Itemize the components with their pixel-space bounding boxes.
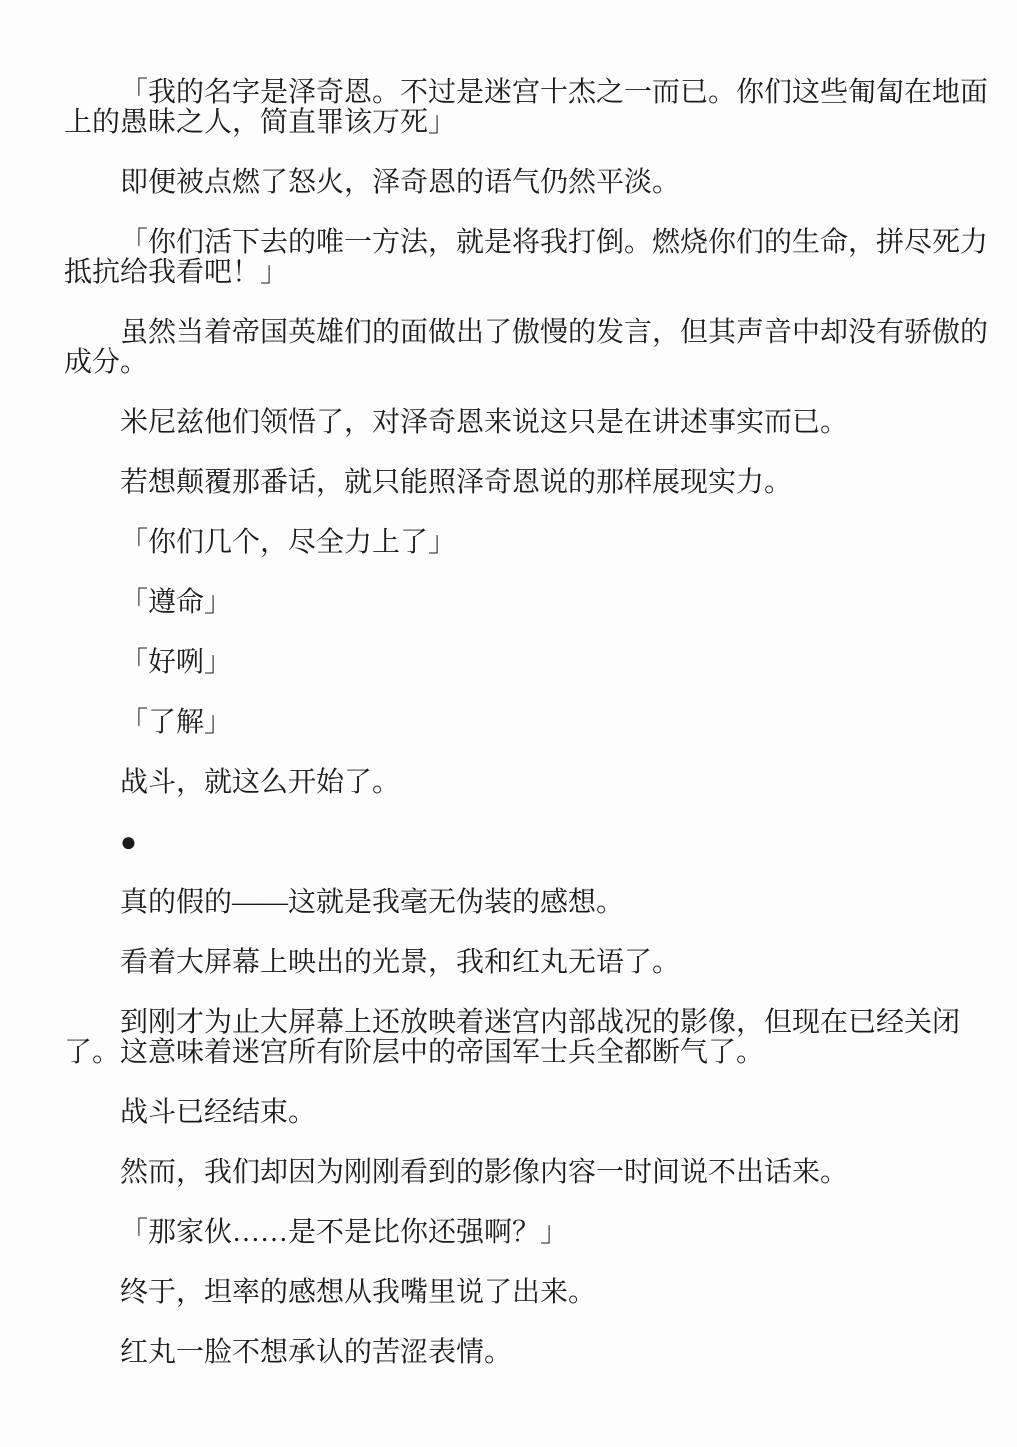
dialogue-paragraph: 「你们几个，尽全力上了」 (120, 527, 457, 558)
section-separator: ● (120, 827, 137, 858)
dialogue-paragraph: 「遵命」 (120, 587, 233, 618)
narration-paragraph: 战斗，就这么开始了。 (120, 767, 401, 798)
dialogue-paragraph: 「我的名字是泽奇恩。不过是迷宫十杰之一而已。你们这些匍匐在地面上的愚昧之人，简直罪该万死」 (64, 77, 989, 138)
narration-paragraph: 虽然当着帝国英雄们的面做出了傲慢的发言，但其声音中却没有骄傲的成分。 (64, 317, 989, 378)
dialogue-paragraph: 「那家伙……是不是比你还强啊？」 (120, 1217, 569, 1248)
narration-paragraph: 红丸一脸不想承认的苦涩表情。 (120, 1337, 513, 1368)
narration-paragraph: 终于，坦率的感想从我嘴里说了出来。 (120, 1277, 597, 1308)
narration-paragraph: 真的假的——这就是我毫无伪装的感想。 (120, 887, 625, 918)
dialogue-paragraph: 「了解」 (120, 707, 233, 738)
narration-paragraph: 看着大屏幕上映出的光景，我和红丸无语了。 (120, 947, 681, 978)
narration-paragraph: 若想颠覆那番话，就只能照泽奇恩说的那样展现实力。 (120, 467, 793, 498)
dialogue-paragraph: 「好咧」 (120, 647, 233, 678)
narration-paragraph: 即便被点燃了怒火，泽奇恩的语气仍然平淡。 (120, 167, 681, 198)
dialogue-paragraph: 「你们活下去的唯一方法，就是将我打倒。燃烧你们的生命，拼尽死力抵抗给我看吧！」 (64, 227, 989, 288)
narration-paragraph: 到刚才为止大屏幕上还放映着迷宫内部战况的影像，但现在已经关闭了。这意味着迷宫所有阶层中的帝国军士兵全都断气了。 (64, 1007, 961, 1068)
narration-paragraph: 米尼兹他们领悟了，对泽奇恩来说这只是在讲述事实而已。 (120, 407, 849, 438)
narration-paragraph: 战斗已经结束。 (120, 1097, 317, 1128)
text-body (64, 78, 1000, 1368)
narration-paragraph: 然而，我们却因为刚刚看到的影像内容一时间说不出话来。 (120, 1157, 849, 1188)
